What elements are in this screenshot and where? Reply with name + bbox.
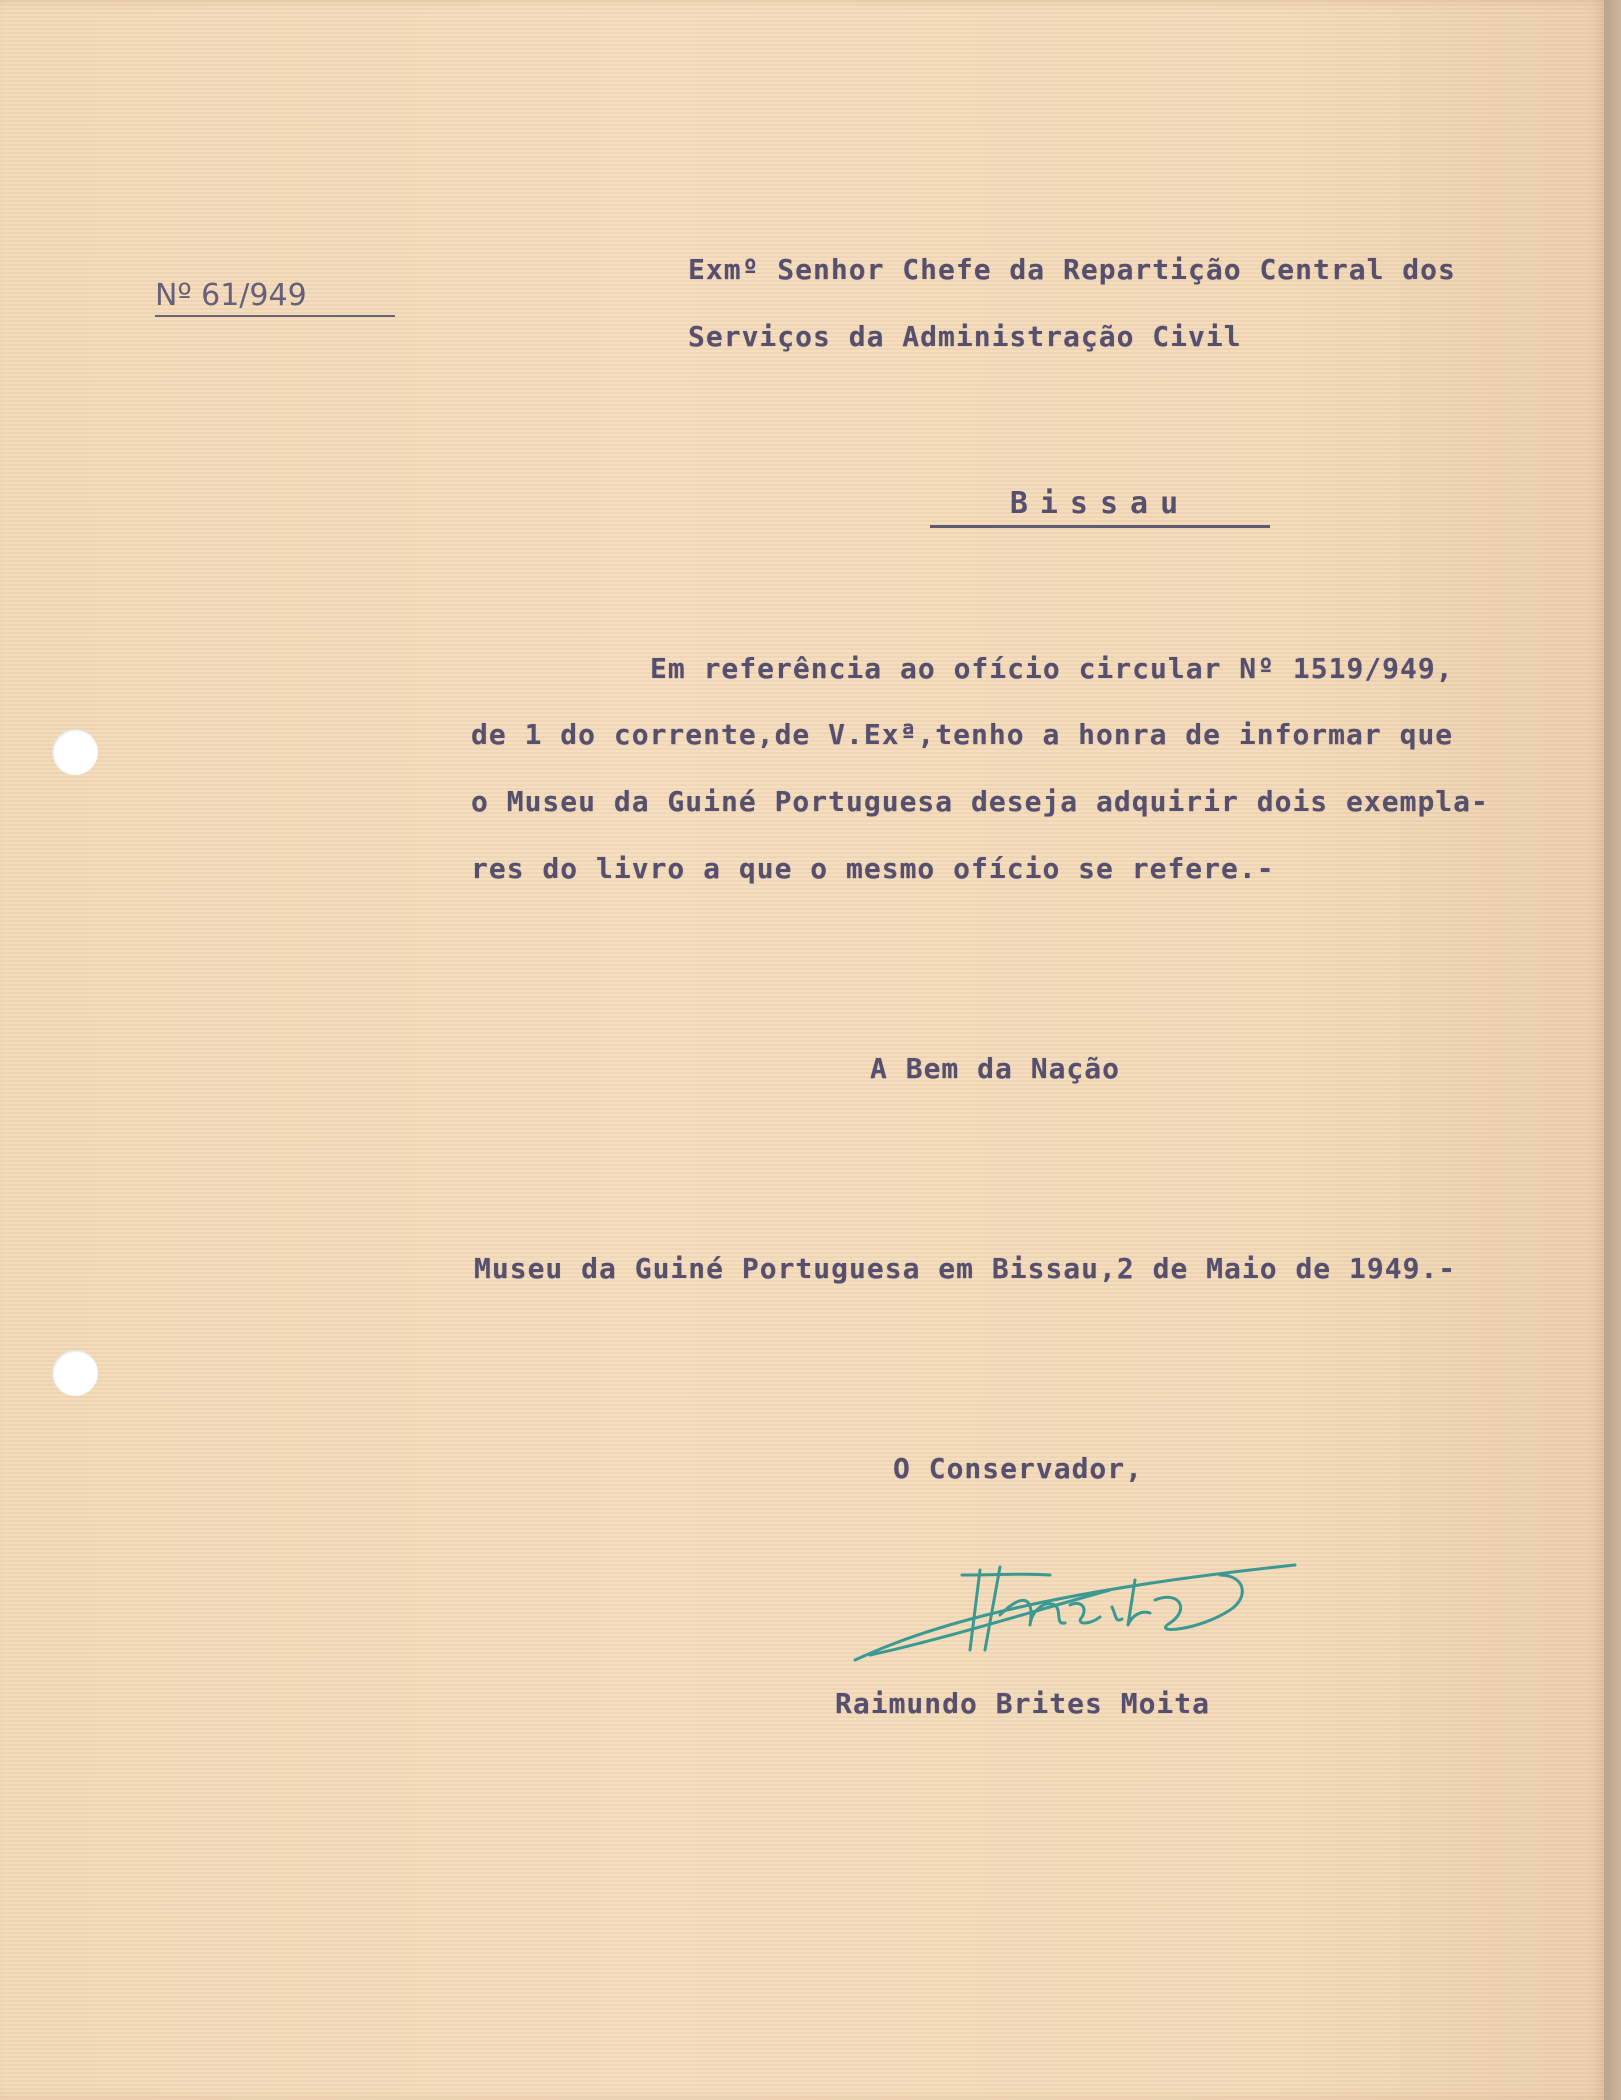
addressee-city: Bissau [930, 486, 1270, 528]
body-line-2: de 1 do corrente,de V.Exª,tenho a honra de informar que [471, 718, 1454, 751]
reference-number: Nº 61/949 [155, 278, 395, 317]
punch-hole-bottom [52, 1350, 98, 1396]
body-line-4: res do livro a que o mesmo ofício se refere.- [471, 852, 1275, 885]
closing-title: O Conservador, [893, 1452, 1144, 1485]
handwritten-signature-icon [850, 1555, 1300, 1665]
body-line-1: Em referência ao ofício circular Nº 1519/949, [650, 652, 1454, 685]
addressee-line-2: Serviços da Administração Civil [688, 320, 1242, 353]
place-and-date: Museu da Guiné Portuguesa em Bissau,2 de Maio de 1949.- [474, 1252, 1457, 1285]
body-line-3: o Museu da Guiné Portuguesa deseja adquirir dois exempla- [471, 785, 1489, 818]
addressee-line-1: Exmº Senhor Chefe da Repartição Central dos [688, 253, 1456, 286]
salutation: A Bem da Nação [870, 1052, 1121, 1085]
punch-hole-top [52, 729, 98, 775]
signatory-name: Raimundo Brites Moita [835, 1687, 1211, 1720]
page-edge [1604, 0, 1621, 2100]
